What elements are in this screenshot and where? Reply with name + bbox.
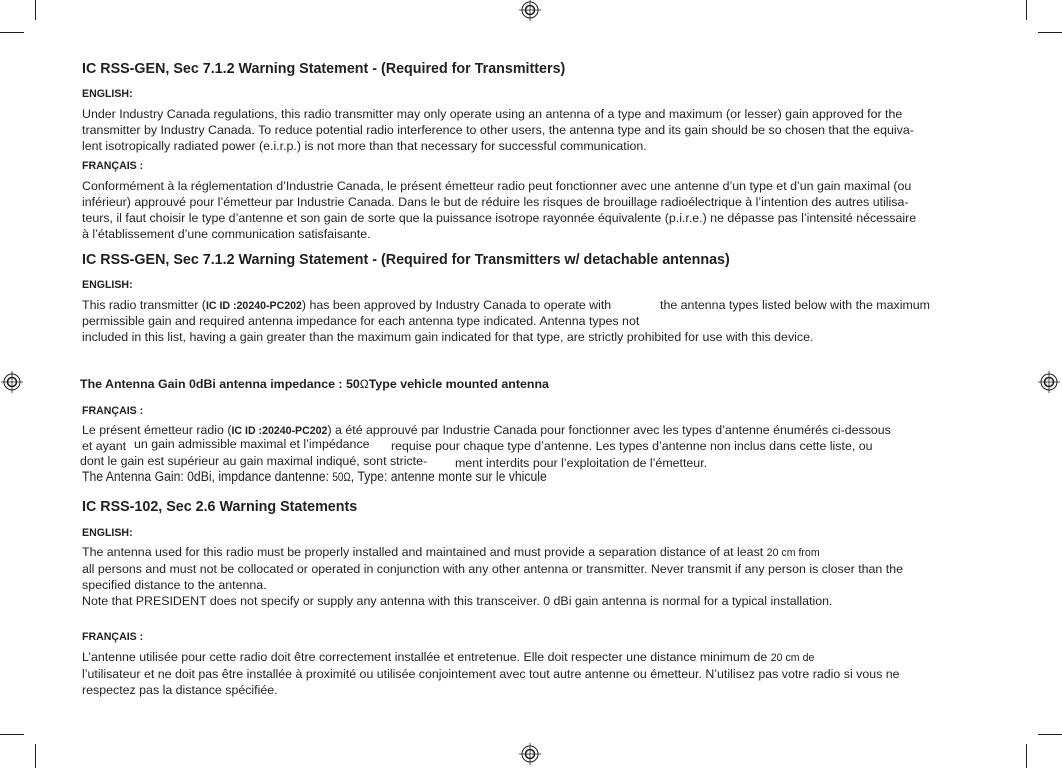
french-label: FRANÇAIS : bbox=[82, 631, 144, 643]
antenna-gain-text: The Antenna Gain 0dBi antenna impedance : 50 bbox=[80, 377, 360, 391]
crop-mark-icon bbox=[0, 734, 24, 735]
paragraph-line: the antenna types listed below with the maximum bbox=[660, 298, 930, 312]
text: The antenna used for this radio must be properly installed and maintained and must provide a separation distance of at least bbox=[82, 545, 764, 559]
ohm-symbol: Ω bbox=[343, 472, 351, 484]
ohm-symbol: Ω bbox=[359, 377, 369, 391]
crop-mark-icon bbox=[1038, 734, 1062, 735]
french-label: FRANÇAIS : bbox=[82, 405, 144, 417]
text bbox=[82, 470, 547, 486]
section-heading: IC RSS-GEN, Sec 7.1.2 Warning Statement - (Required for Transmitters) bbox=[82, 61, 566, 77]
section-heading: IC RSS-GEN, Sec 7.1.2 Warning Statement - (Required for Transmitters w/ detachable antennas) bbox=[82, 252, 730, 268]
paragraph-line: l’utilisateur et ne doit pas être installée à proximité ou utilisée conjointement avec tout autre antenne ou émetteur. N’utilisez pas votre radio si vous ne bbox=[82, 667, 900, 681]
crop-mark-icon bbox=[0, 32, 24, 33]
paragraph-line: ment interdits pour l’exploitation de l’émetteur. bbox=[455, 456, 708, 470]
paragraph-line: included in this list, having a gain greater than the maximum gain indicated for that type, are strictly prohibited for use with this device. bbox=[82, 330, 814, 344]
paragraph-line: Note that PRESIDENT does not specify or supply any antenna with this transceiver. 0 dBi gain antenna is normal for a typical installation. bbox=[82, 594, 833, 608]
registration-mark-icon bbox=[519, 743, 541, 765]
paragraph-line: Under Industry Canada regulations, this radio transmitter may only operate using an antenna of a type and maximum (or lesser) gain approved for the bbox=[82, 107, 903, 121]
distance-value: 20 cm de bbox=[770, 652, 815, 664]
paragraph-line: transmitter by Industry Canada. To reduce potential radio interference to other users, the antenna type and its gain should be so chosen that the equiva- bbox=[82, 123, 914, 137]
text: L’antenne utilisée pour cette radio doit être correctement installée et entretenue. Elle doit respecter une distance minimum de bbox=[82, 650, 768, 664]
ic-id: IC ID :20240-PC202 bbox=[205, 300, 302, 312]
paragraph-line: et ayant bbox=[82, 439, 127, 453]
english-label: ENGLISH: bbox=[82, 279, 133, 291]
antenna-spec-line-french bbox=[82, 470, 622, 488]
text: ) a été approuvé par Industrie Canada pour fonctionner avec les types d’antenne énumérés ci-dessous bbox=[327, 423, 891, 437]
paragraph-line bbox=[82, 650, 814, 666]
text: Le présent émetteur radio ( bbox=[82, 423, 232, 437]
paragraph-line: dont le gain est supérieur au gain maximal indiqué, sont stricte- bbox=[80, 454, 428, 468]
text: This radio transmitter ( bbox=[82, 298, 206, 312]
paragraph-line: inférieur) approuvé pour l’émetteur par Industrie Canada. Dans le but de réduire les risques de brouillage radioélectrique à l’intention des autres utilisa- bbox=[82, 195, 909, 209]
english-label: ENGLISH: bbox=[82, 527, 133, 539]
paragraph-line: requise pour chaque type d’antenne. Les types d’antenne non inclus dans cette liste, ou bbox=[391, 439, 873, 453]
crop-mark-icon bbox=[35, 0, 36, 20]
ic-id: IC ID :20240-PC202 bbox=[231, 425, 328, 437]
crop-mark-icon bbox=[1038, 32, 1062, 33]
paragraph-line: all persons and must not be collocated or operated in conjunction with any other antenna or transmitter. Never transmit if any person is closer than the bbox=[82, 562, 903, 576]
crop-mark-icon bbox=[1026, 744, 1027, 768]
registration-mark-icon bbox=[1, 371, 23, 393]
paragraph-line bbox=[82, 545, 820, 561]
paragraph-line: lent isotropically radiated power (e.i.r.p.) is not more than that necessary for successful communication. bbox=[82, 139, 647, 153]
paragraph-line: teurs, il faut choisir le type d’antenne et son gain de sorte que la puissance isotrope rayonnée équivalente (p.i.r.e.) ne dépasse pas l’intensité nécessaire bbox=[82, 211, 917, 225]
antenna-spec-line bbox=[80, 377, 549, 392]
paragraph-line: specified distance to the antenna. bbox=[82, 578, 267, 592]
section-heading: IC RSS-102, Sec 2.6 Warning Statements bbox=[82, 499, 358, 515]
english-label: ENGLISH: bbox=[82, 88, 133, 100]
antenna-gain-text: The Antenna Gain: 0dBi, impdance dantenne: bbox=[82, 469, 329, 485]
antenna-type-text: Type vehicle mounted antenna bbox=[368, 377, 549, 391]
paragraph-line: Conformément à la réglementation d’Industrie Canada, le présent émetteur radio peut fonctionner avec une antenne d’un type et d’un gain maximal (ou bbox=[82, 179, 912, 193]
distance-value: 20 cm from bbox=[766, 547, 820, 559]
french-label: FRANÇAIS : bbox=[82, 160, 144, 172]
registration-mark-icon bbox=[1038, 371, 1060, 393]
crop-mark-icon bbox=[35, 744, 36, 768]
paragraph-line bbox=[82, 298, 611, 314]
text: ) has been approved by Industry Canada to operate with bbox=[301, 298, 612, 312]
paragraph-line: à l’établissement d’une communication satisfaisante. bbox=[82, 227, 371, 241]
antenna-type-text: , Type: antenne monte sur le vhicule bbox=[350, 469, 547, 485]
paragraph-line: respectez pas la distance spécifiée. bbox=[82, 683, 278, 697]
paragraph-line: un gain admissible maximal et l’impédance bbox=[134, 437, 370, 451]
paragraph-line: permissible gain and required antenna impedance for each antenna type indicated. Antenna types not bbox=[82, 314, 640, 328]
impedance-value: 50 bbox=[332, 472, 344, 484]
crop-mark-icon bbox=[1026, 0, 1027, 20]
registration-mark-icon bbox=[519, 0, 541, 21]
